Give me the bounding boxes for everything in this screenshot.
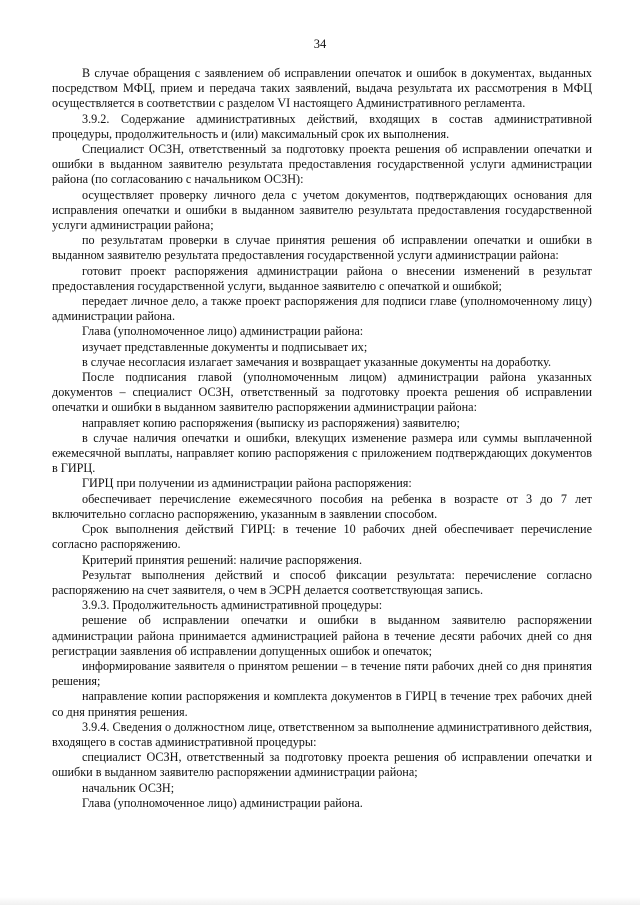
- paragraph: В случае обращения с заявлением об исправлении опечаток и ошибок в документах, выданных посредством МФЦ, прием и передача таких заявлений, выдача результата их рассмотрения в МФЦ осуществляется в соответствии с разделом VI настоящего Административного регламента.: [52, 66, 592, 111]
- paragraph: Критерий принятия решений: наличие распоряжения.: [82, 552, 363, 567]
- paragraph: решение об исправлении опечатки и ошибки в выданном заявителю распоряжении администрации района принимается администрацией района в течение десяти рабочих дней со дня регистрации заявления об исправлении допущенных ошибок и опечаток;: [52, 613, 592, 658]
- paragraph: по результатам проверки в случае принятия решения об исправлении опечатки и ошибки в выданном заявителю результата предоставления государственной услуги администрации района:: [52, 233, 592, 263]
- paragraph: Срок выполнения действий ГИРЦ: в течение 10 рабочих дней обеспечивает перечисление согласно распоряжению.: [52, 522, 592, 552]
- paragraph: готовит проект распоряжения администрации района о внесении изменений в результат предоставления государственной услуги, выданное заявителю с опечаткой и ошибкой;: [52, 263, 592, 293]
- paragraph: 3.9.3. Продолжительность административной процедуры:: [82, 598, 383, 613]
- paragraph: 3.9.2. Содержание административных действий, входящих в состав административной процедуры, продолжительность и (или) максимальный срок их выполнения.: [52, 111, 592, 141]
- paragraph: в случае несогласия излагает замечания и возвращает указанные документы на доработку.: [82, 354, 552, 369]
- paragraph: Специалист ОСЗН, ответственный за подготовку проекта решения об исправлении опечатки и ошибки в выданном заявителю результата предоставления государственной услуги администрации района (по согласованию с начальником ОСЗН):: [52, 142, 592, 187]
- paragraph: информирование заявителя о принятом решении – в течение пяти рабочих дней со дня принятия решения;: [52, 658, 592, 689]
- body-text: [52, 66, 592, 811]
- page-bottom-edge: [0, 897, 640, 905]
- paragraph: обеспечивает перечисление ежемесячного пособия на ребенка в возрасте от 3 до 7 лет включительно согласно распоряжению, указанным в заявлении способом.: [52, 491, 592, 521]
- paragraph: передает личное дело, а также проект распоряжения для подписи главе (уполномоченному лицу) администрации района.: [52, 294, 592, 324]
- paragraph: начальник ОСЗН;: [82, 780, 175, 795]
- paragraph: После подписания главой (уполномоченным лицом) администрации района указанных документов – специалист ОСЗН, ответственный за подготовку проекта решения об исправлении опечатки и ошибки в выданном заявителю распоряжении администрации района:: [52, 370, 592, 415]
- page-number: 34: [313, 37, 327, 51]
- paragraph: 3.9.4. Сведения о должностном лице, ответственном за выполнение административного действия, входящего в состав административной процедуры:: [52, 719, 592, 749]
- paragraph: специалист ОСЗН, ответственный за подготовку проекта решения об исправлении опечатки и ошибки в выданном заявителю распоряжении администрации района;: [52, 750, 592, 780]
- paragraph: ГИРЦ при получении из администрации района распоряжения:: [82, 476, 412, 491]
- paragraph: Глава (уполномоченное лицо) администрации района:: [82, 324, 364, 339]
- paragraph: Результат выполнения действий и способ фиксации результата: перечисление согласно распоряжению на счет заявителя, о чем в ЭСРН делается соответствующая запись.: [52, 567, 592, 597]
- paragraph: Глава (уполномоченное лицо) администрации района.: [82, 795, 363, 810]
- paragraph: направление копии распоряжения и комплекта документов в ГИРЦ в течение трех рабочих дней со дня принятия решения.: [52, 689, 592, 719]
- paragraph: направляет копию распоряжения (выписку из распоряжения) заявителю;: [82, 415, 460, 430]
- paragraph: в случае наличия опечатки и ошибки, влекущих изменение размера или суммы выплаченной ежемесячной выплаты, направляет копию распоряжения с приложением подтверждающих документов в ГИРЦ.: [52, 430, 592, 476]
- paragraph: изучает представленные документы и подписывает их;: [82, 339, 368, 354]
- paragraph: осуществляет проверку личного дела с учетом документов, подтверждающих основания для исправления опечатки и ошибки в выданном заявителю результата предоставления государственной услуги администрации района;: [52, 187, 592, 233]
